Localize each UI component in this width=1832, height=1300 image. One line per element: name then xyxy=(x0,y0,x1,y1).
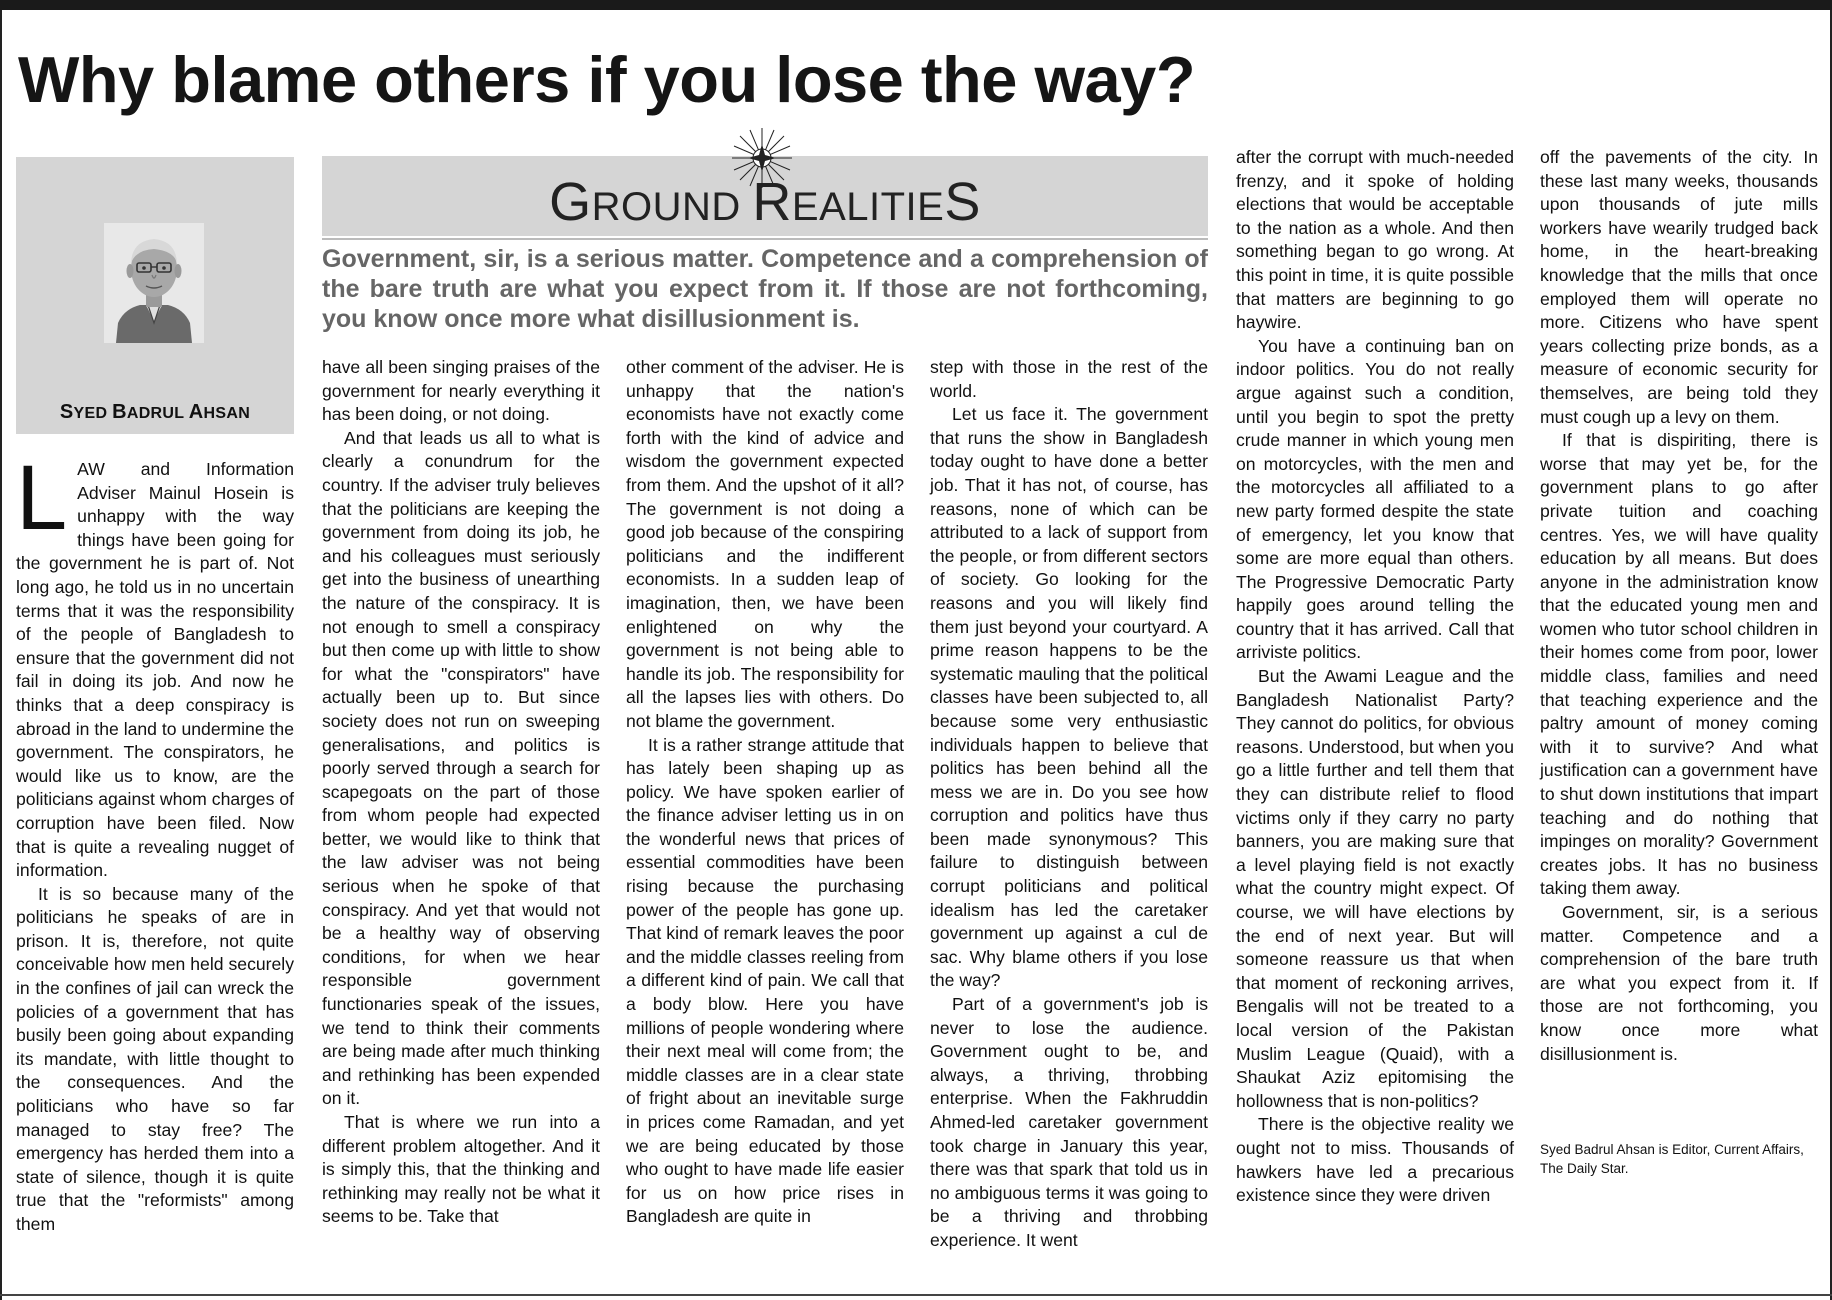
top-rule xyxy=(0,0,1832,10)
drop-cap: L xyxy=(16,447,68,549)
article-column-4 xyxy=(930,356,1208,1253)
paragraph: have all been singing praises of the government for nearly everything it has been doing, or not doing. xyxy=(322,357,600,425)
author-box xyxy=(16,157,294,434)
paragraph: other comment of the adviser. He is unhappy that the nation's economists have not exactly come forth with the kind of advice and wisdom the government expected from them. And the upshot of it all? The government is not doing a good job because of the conspiring politicians and the indifferent economists. In a sudden leap of imagination, then, we have been enlightened on why the government is not being able to handle its job. The responsibility for all the lapses lies with others. Do not blame the government. xyxy=(626,357,904,731)
column-title: GROUND REALITIES xyxy=(549,172,981,232)
paragraph: There is the objective reality we ought not to miss. Thousands of hawkers have led a precarious existence since they were driven xyxy=(1236,1114,1514,1206)
paragraph: That is where we run into a different problem altogether. And it is simply this, that the thinking and rethinking may really not be what it seems to be. Take that xyxy=(322,1112,600,1227)
banner-underline xyxy=(322,238,1208,240)
author-name: SYED BADRUL AHSAN xyxy=(59,401,251,423)
article-column-5 xyxy=(1236,146,1514,1208)
article-column-1 xyxy=(16,447,294,1237)
paragraph: after the corrupt with much-needed frenzy, and it spoke of holding elections that would be acceptable to the nation as a whole. And then something began to go wrong. At this point in time, it is quite possible that matters are beginning to go haywire. xyxy=(1236,147,1514,333)
bottom-rule xyxy=(0,1294,1832,1296)
paragraph-text: AW and Information Adviser Mainul Hosein is unhappy with the way things have been going for the government he is part of. Not long ago, he told us in no uncertain terms that it was the responsibility of the people of Bangladesh to ensure that the government did not fail in doing its job. And now he thinks that a deep conspiracy is abroad in the land to undermine the government. The conspirators, he would like us to know, are the politicians against whom charges of corruption have been filed. Now that is quite a revealing nugget of information. xyxy=(16,459,294,881)
paragraph: It is so because many of the politicians he speaks of are in prison. It is, therefore, not quite conceivable how men held securely in the confines of jail can wreck the policies of a government that has busily been going about expanding its mandate, with little thought to the consequences. And the politicians who have so far managed to stay free? The emergency has herded them into a state of silence, though it is quite true that the "reformists" among them xyxy=(16,883,294,1234)
paragraph: Part of a government's job is never to lose the audience. Government ought to be, and always, a thriving, throbbing enterprise. When the Fakhruddin Ahmed-led caretaker government took charge in January this year, there was that spark that told us in no ambiguous terms it was going to be a thriving and throbbing experience. It went xyxy=(930,994,1208,1250)
paragraph: It is a rather strange attitude that has lately been shaping up as policy. We have spoken earlier of the finance adviser letting us in on the wonderful news that prices of essential commodities have been rising because the purchasing power of the people has gone up. That kind of remark leaves the poor and the middle classes reeling from a different kind of pain. We call that a body blow. Here you have millions of people wondering where their next meal will come from; the middle classes are in a clear state of fright about an inevitable surge in prices come Ramadan, and yet we are being educated by those who ought to have made life easier for us on how price rises in Bangladesh are quite in xyxy=(626,734,904,1227)
author-bio-note: Syed Badrul Ahsan is Editor, Current Affairs, The Daily Star. xyxy=(1540,1142,1804,1176)
paragraph: Let us face it. The government that runs the show in Bangladesh today ought to have done a better job. That it has not, of course, has reasons, none of which can be attributed to a lack of support from the people, or from different sectors of society. Go looking for the reasons and you will likely find them just beyond your courtyard. A prime reason happens to be the systematic mauling that the political classes have been subjected to, all because some very enthusiastic individuals happen to believe that politics has been behind all the mess we are in. Do you see how corruption and politics have thus been made synonymous? This failure to distinguish between corrupt politicians and political idealism has led the caretaker government up against a cul de sac. Why blame others if you lose the way? xyxy=(930,404,1208,991)
headline: Why blame others if you lose the way? xyxy=(18,43,1196,116)
paragraph: Government, sir, is a serious matter. Competence and a comprehension of the bare truth are what you expect from it. If those are not forthcoming, you know once more what disillusionment is. xyxy=(1540,902,1818,1064)
paragraph: But the Awami League and the Bangladesh Nationalist Party? They cannot do politics, for obvious reasons. Understood, but when you go a little further and tell them that they can distribute relief to flood victims only if they carry no party banners, you are making sure that a level playing field is not exactly what the country might expect. Of course, we will have elections by the end of next year. But will someone reassure us that when that moment of reckoning arrives, Bengalis will not be treated to a local version of the Pakistan Muslim League (Quaid), with a Shaukat Aziz epitomising the hollowness that is non-politics? xyxy=(1236,666,1514,1111)
paragraph: step with those in the rest of the world. xyxy=(930,357,1208,401)
article-column-6 xyxy=(1540,146,1818,1066)
article-column-3 xyxy=(626,356,904,1229)
paragraph: If that is dispiriting, there is worse that may yet be, for the government plans to go after private tuition and coaching centres. Yes, we will have quality education by all means. But does anyone in the administration know that the educated young men and women who tutor school children in their homes come from poor, lower middle class, families and need that teaching experience and the paltry amount of money coming with it to survive? And what justification can a government have to shut down institutions that impart teaching and do nothing that impinges on morality? Government creates jobs. It has no business taking them away. xyxy=(1540,430,1818,899)
paragraph: off the pavements of the city. In these last many weeks, thousands upon thousands of jute mills workers have wearily trudged back home, in the heart-breaking knowledge that the mills that once employed them will operate no more. Citizens who have spent years collecting prize bonds, as a measure of economic security for themselves, are being told they must cough up a levy on them. xyxy=(1540,147,1818,427)
opening-paragraph xyxy=(16,447,294,883)
paragraph: You have a continuing ban on indoor politics. You do not really argue against such a condition, until you begin to spot the pretty crude manner in which young men on motorcycles, with the men and the motorcycles all affiliated to a new party formed despite the state of emergency, let you know that some are more equal than others. The Progressive Democratic Party happily goes around telling the country that it has arrived. Call that arriviste politics. xyxy=(1236,335,1514,663)
paragraph: And that leads us all to what is clearly a conundrum for the country. If the adviser truly believes that the politicians are keeping the government from doing its job, he and his colleagues must seriously get into the business of unearthing the nature of the conspiracy. It is not enough to smell a conspiracy but then come up with little to show for what the "conspirators" have actually been up to. But since society does not run on sweeping generalisations, and politics is poorly served through a search for scapegoats on the part of those from whom people had expected better, we would like to think that the law adviser was not being serious when he spoke of that conspiracy. And yet that would not be a healthy way of observing conditions, for when we hear responsible government functionaries speak of the issues, we tend to think their comments are being made after much thinking and rethinking has been expended on it. xyxy=(322,427,600,1109)
author-portrait-photo xyxy=(104,223,204,343)
article-column-2 xyxy=(322,356,600,1229)
standfirst: Government, sir, is a serious matter. Competence and a comprehension of the bare truth are what you expect from it. If those are not forthcoming, you know once more what disillusionment is. xyxy=(322,245,1208,333)
